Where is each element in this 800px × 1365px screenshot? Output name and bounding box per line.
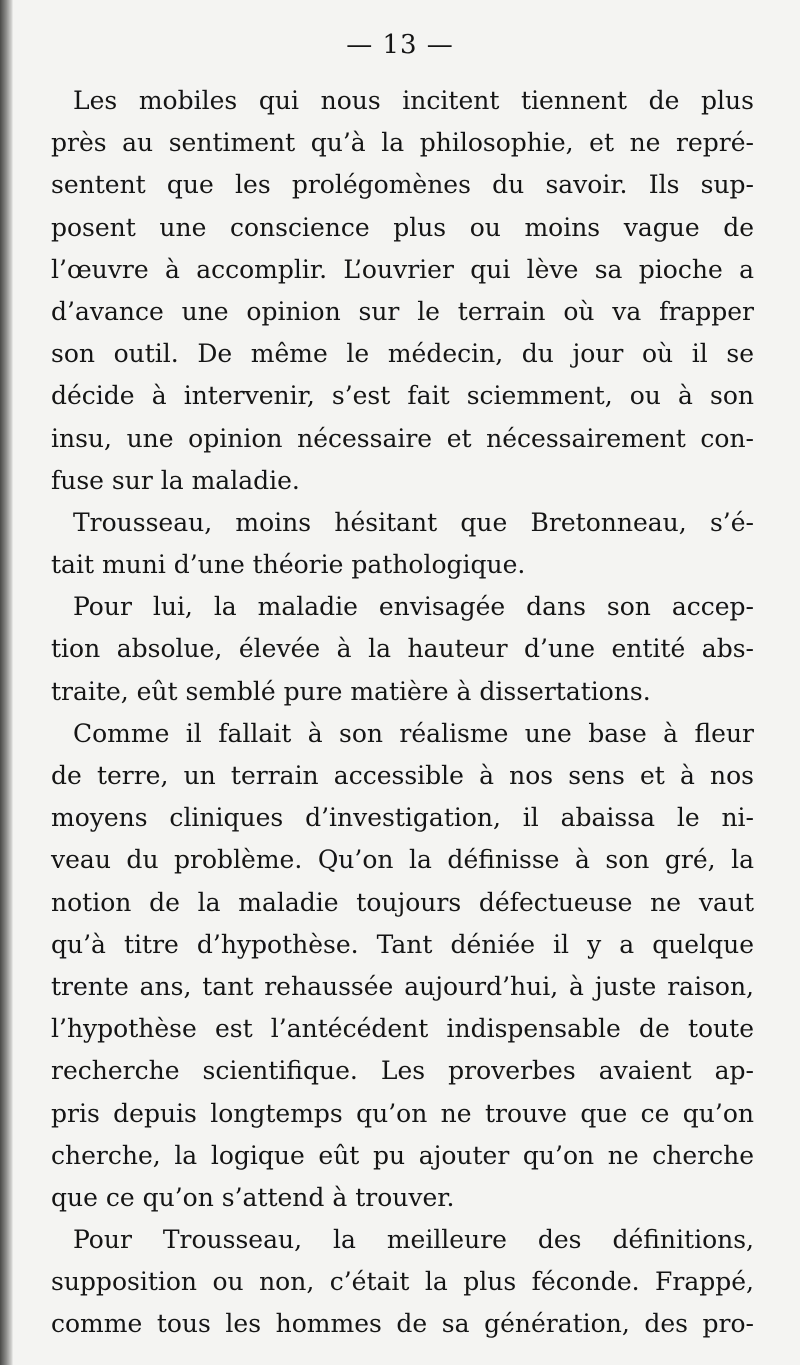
text-line: posent une conscience plus ou moins vague de xyxy=(51,212,754,242)
text-line: recherche scientifique. Les proverbes avaient ap- xyxy=(51,1056,754,1086)
text-line: près au sentiment qu’à la philosophie, et ne repré- xyxy=(51,128,754,158)
text-line: tait muni d’une théorie pathologique. xyxy=(51,550,526,580)
text-line: l’œuvre à accomplir. L’ouvrier qui lève sa pioche a xyxy=(51,254,754,284)
text-line: sentent que les prolégomènes du savoir. Ils sup- xyxy=(51,170,754,200)
text-line: Pour lui, la maladie envisagée dans son accep- xyxy=(73,592,754,622)
text-line: décide à intervenir, s’est fait sciemment, ou à son xyxy=(51,381,754,411)
text-line: fuse sur la maladie. xyxy=(51,465,300,495)
text-line: tion absolue, élevée à la hauteur d’une entité abs- xyxy=(51,634,754,664)
text-line: d’avance une opinion sur le terrain où va frapper xyxy=(51,296,754,326)
text-line: moyens cliniques d’investigation, il abaissa le ni- xyxy=(51,803,754,833)
text-line: pris depuis longtemps qu’on ne trouve que ce qu’on xyxy=(51,1098,754,1128)
text-line: insu, une opinion nécessaire et nécessairement con- xyxy=(51,423,754,453)
text-line: Pour Trousseau, la meilleure des définitions, xyxy=(73,1225,754,1255)
text-line: de terre, un terrain accessible à nos sens et à nos xyxy=(51,761,754,790)
text-line: comme tous les hommes de sa génération, des pro- xyxy=(51,1309,754,1339)
text-line: Les mobiles qui nous incitent tiennent de plus xyxy=(73,86,754,115)
text-line: supposition ou non, c’était la plus féconde. Frappé, xyxy=(51,1267,754,1297)
scan-edge xyxy=(0,0,13,1365)
text-line: Trousseau, moins hésitant que Bretonneau, s’é- xyxy=(73,507,754,537)
text-line: veau du problème. Qu’on la définisse à son gré, la xyxy=(51,845,754,875)
page-number: — 13 — xyxy=(346,30,454,60)
text-line: son outil. De même le médecin, du jour où il se xyxy=(51,339,754,369)
text-line: Comme il fallait à son réalisme une base à fleur xyxy=(73,718,754,748)
body-text xyxy=(51,80,754,1346)
text-line: trente ans, tant rehaussée aujourd’hui, à juste raison, xyxy=(51,971,754,1001)
text-line: traite, eût semblé pure matière à dissertations. xyxy=(51,676,651,706)
text-line: qu’à titre d’hypothèse. Tant déniée il y a quelque xyxy=(51,929,754,959)
text-line: notion de la maladie toujours défectueuse ne vaut xyxy=(51,887,754,917)
text-line: l’hypothèse est l’antécédent indispensable de toute xyxy=(51,1014,754,1044)
text-line: cherche, la logique eût pu ajouter qu’on ne cherche xyxy=(51,1140,754,1170)
text-line: que ce qu’on s’attend à trouver. xyxy=(51,1182,455,1212)
